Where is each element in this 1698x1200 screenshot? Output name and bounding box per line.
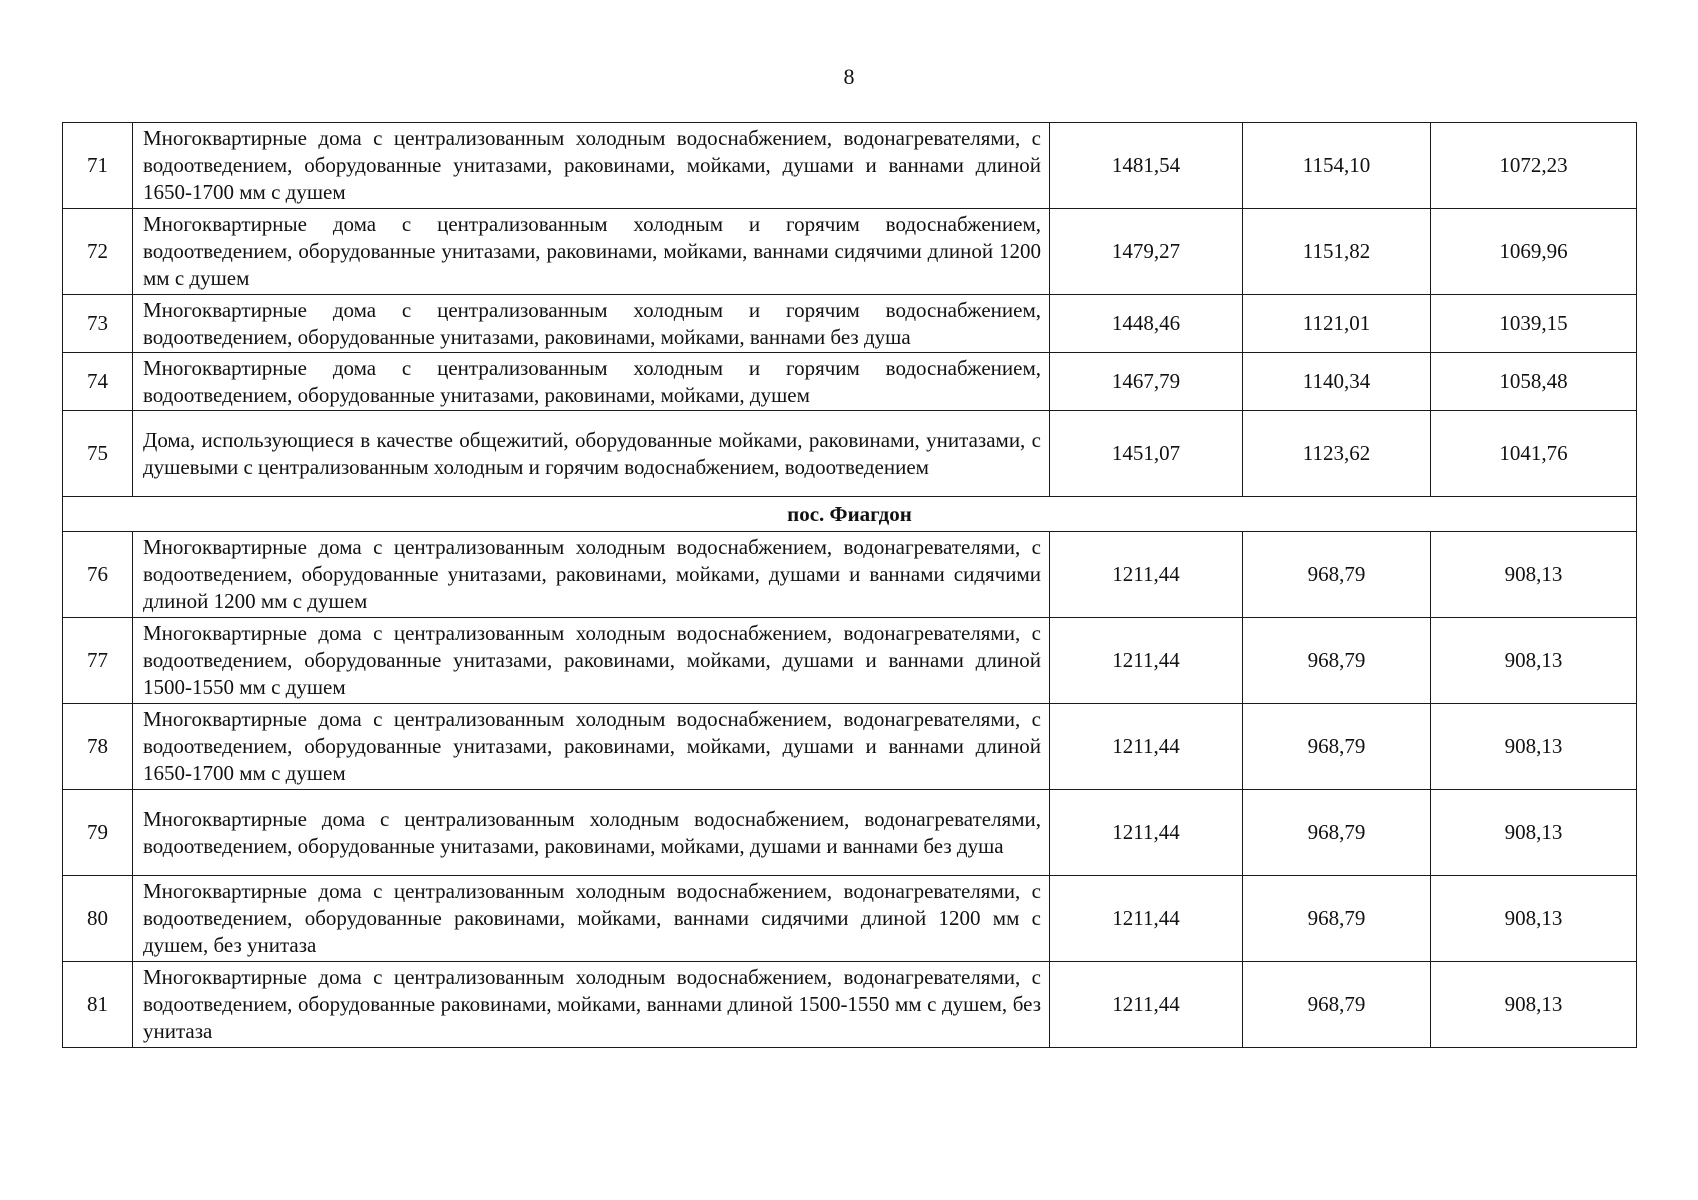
row-value-1-cell: 1467,79 — [1050, 353, 1243, 411]
table-row — [63, 618, 1637, 704]
row-value-2-cell: 968,79 — [1243, 532, 1431, 618]
row-value-3-cell: 908,13 — [1431, 618, 1637, 704]
row-value-1-cell: 1481,54 — [1050, 123, 1243, 209]
row-value-1-cell: 1448,46 — [1050, 295, 1243, 353]
row-value-2-cell: 968,79 — [1243, 790, 1431, 876]
row-description-cell: Многоквартирные дома с централизованным холодным водоснабжением, водонагревателями, с водоотведением, оборудованные раковинами, мойками, ваннами сидячими длиной 1200 мм с душем, без унитаза — [133, 876, 1050, 962]
row-value-1-cell: 1211,44 — [1050, 962, 1243, 1048]
row-value-2-cell: 968,79 — [1243, 704, 1431, 790]
row-number-cell: 73 — [63, 295, 133, 353]
row-number-cell: 75 — [63, 411, 133, 497]
row-number-cell: 72 — [63, 209, 133, 295]
row-number-cell: 78 — [63, 704, 133, 790]
row-value-3-cell: 1058,48 — [1431, 353, 1637, 411]
section-header-row — [63, 497, 1637, 532]
row-value-2-cell: 968,79 — [1243, 876, 1431, 962]
table-row — [63, 209, 1637, 295]
table-row — [63, 962, 1637, 1048]
row-description-cell: Многоквартирные дома с централизованным холодным водоснабжением, водонагревателями, водоотведением, оборудованные унитазами, раковинами, мойками, душами и ваннами без душа — [133, 790, 1050, 876]
row-number-cell: 80 — [63, 876, 133, 962]
row-value-1-cell: 1451,07 — [1050, 411, 1243, 497]
section-title: пос. Фиагдон — [63, 497, 1637, 532]
row-description-cell: Многоквартирные дома с централизованным холодным водоснабжением, водонагревателями, с водоотведением, оборудованные раковинами, мойками, ваннами длиной 1500-1550 мм с душем, без унитаза — [133, 962, 1050, 1048]
row-description-cell: Многоквартирные дома с централизованным холодным водоснабжением, водонагревателями, с водоотведением, оборудованные унитазами, раковинами, мойками, душами и ваннами длиной 1650-1700 мм с душем — [133, 704, 1050, 790]
row-value-1-cell: 1211,44 — [1050, 532, 1243, 618]
row-value-3-cell: 908,13 — [1431, 532, 1637, 618]
table-row — [63, 876, 1637, 962]
tariff-table-body — [63, 123, 1637, 1048]
row-value-2-cell: 968,79 — [1243, 962, 1431, 1048]
table-row — [63, 704, 1637, 790]
row-description-cell: Многоквартирные дома с централизованным холодным водоснабжением, водонагревателями, с водоотведением, оборудованные унитазами, раковинами, мойками, душами и ваннами длиной 1650-1700 мм с душем — [133, 123, 1050, 209]
row-value-1-cell: 1211,44 — [1050, 618, 1243, 704]
row-number-cell: 77 — [63, 618, 133, 704]
row-number-cell: 81 — [63, 962, 133, 1048]
row-value-2-cell: 1151,82 — [1243, 209, 1431, 295]
row-description-cell: Многоквартирные дома с централизованным холодным и горячим водоснабжением, водоотведением, оборудованные унитазами, раковинами, мойками, душем — [133, 353, 1050, 411]
row-value-1-cell: 1211,44 — [1050, 876, 1243, 962]
row-value-3-cell: 908,13 — [1431, 876, 1637, 962]
row-value-3-cell: 1072,23 — [1431, 123, 1637, 209]
row-number-cell: 79 — [63, 790, 133, 876]
row-value-3-cell: 908,13 — [1431, 962, 1637, 1048]
table-row — [63, 295, 1637, 353]
row-description-cell: Многоквартирные дома с централизованным холодным водоснабжением, водонагревателями, с водоотведением, оборудованные унитазами, раковинами, мойками, душами и ваннами длиной 1500-1550 мм с душем — [133, 618, 1050, 704]
row-value-1-cell: 1479,27 — [1050, 209, 1243, 295]
page-number: 8 — [843, 64, 855, 89]
row-value-2-cell: 1154,10 — [1243, 123, 1431, 209]
table-row — [63, 123, 1637, 209]
row-number-cell: 74 — [63, 353, 133, 411]
table-row — [63, 532, 1637, 618]
row-value-1-cell: 1211,44 — [1050, 790, 1243, 876]
row-value-2-cell: 1140,34 — [1243, 353, 1431, 411]
row-value-2-cell: 1123,62 — [1243, 411, 1431, 497]
tariff-table-container — [62, 122, 1636, 1048]
row-value-3-cell: 1041,76 — [1431, 411, 1637, 497]
row-value-2-cell: 968,79 — [1243, 618, 1431, 704]
row-description-cell: Многоквартирные дома с централизованным холодным и горячим водоснабжением, водоотведением, оборудованные унитазами, раковинами, мойками, ваннами сидячими длиной 1200 мм с душем — [133, 209, 1050, 295]
row-value-1-cell: 1211,44 — [1050, 704, 1243, 790]
table-row — [63, 790, 1637, 876]
row-number-cell: 71 — [63, 123, 133, 209]
row-description-cell: Дома, использующиеся в качестве общежитий, оборудованные мойками, раковинами, унитазами, с душевыми с централизованным холодным и горячим водоснабжением, водоотведением — [133, 411, 1050, 497]
row-value-3-cell: 1039,15 — [1431, 295, 1637, 353]
row-value-3-cell: 908,13 — [1431, 790, 1637, 876]
row-number-cell: 76 — [63, 532, 133, 618]
row-description-cell: Многоквартирные дома с централизованным холодным водоснабжением, водонагревателями, с водоотведением, оборудованные унитазами, раковинами, мойками, душами и ваннами сидячими длиной 1200 мм с душем — [133, 532, 1050, 618]
table-row — [63, 411, 1637, 497]
row-description-cell: Многоквартирные дома с централизованным холодным и горячим водоснабжением, водоотведением, оборудованные унитазами, раковинами, мойками, ваннами без душа — [133, 295, 1050, 353]
row-value-3-cell: 1069,96 — [1431, 209, 1637, 295]
tariff-table — [62, 122, 1637, 1048]
row-value-2-cell: 1121,01 — [1243, 295, 1431, 353]
row-value-3-cell: 908,13 — [1431, 704, 1637, 790]
table-row — [63, 353, 1637, 411]
